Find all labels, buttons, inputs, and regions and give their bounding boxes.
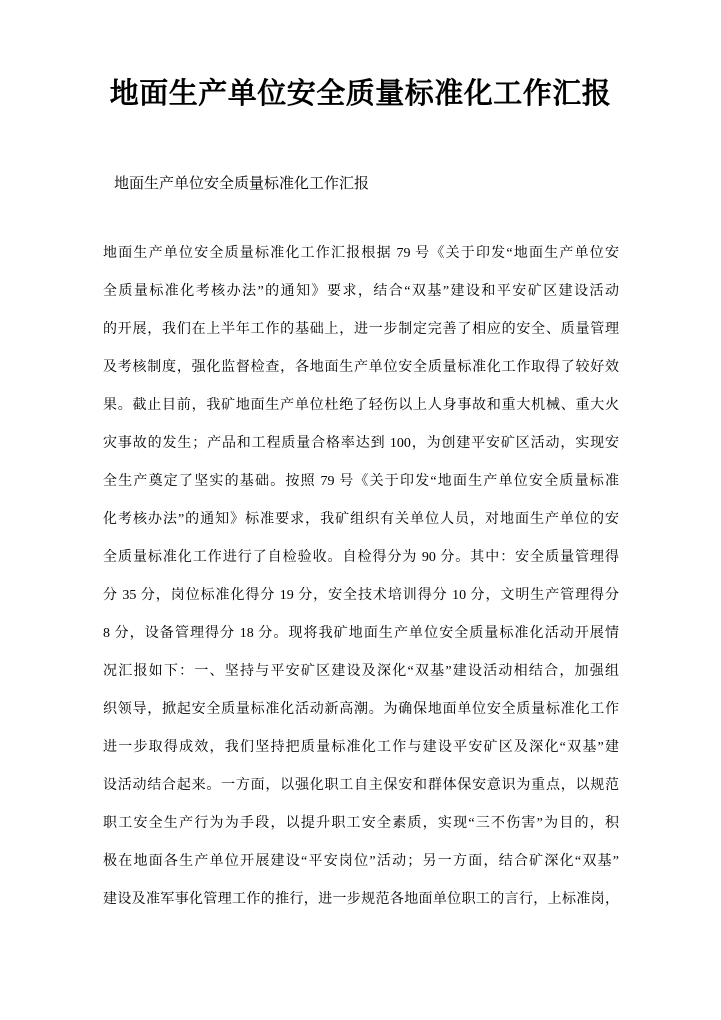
body-line: 地面生产单位安全质量标准化工作汇报根据 79 号《关于印发“地面生产单位安 <box>103 246 619 261</box>
body-line: 织领导，掀起安全质量标准化活动新高潮。为确保地面单位安全质量标准化工作 <box>103 702 619 717</box>
body-line: 的开展，我们在上半年工作的基础上，进一步制定完善了相应的安全、质量管理 <box>103 322 619 337</box>
body-line: 化考核办法”的通知》标准要求，我矿组织有关单位人员，对地面生产单位的安 <box>103 512 619 527</box>
body-line: 职工安全生产行为为手段，以提升职工安全素质，实现“三不伤害”为目的，积 <box>103 816 619 831</box>
body-line: 分 35 分，岗位标准化得分 19 分，安全技术培训得分 10 分，文明生产管理得分 <box>103 588 619 603</box>
body-line: 8 分，设备管理得分 18 分。现将我矿地面生产单位安全质量标准化活动开展情 <box>103 626 619 641</box>
body-line: 果。截止目前，我矿地面生产单位杜绝了轻伤以上人身事故和重大机械、重大火 <box>103 398 619 413</box>
document-body <box>103 235 619 919</box>
body-line: 设活动结合起来。一方面，以强化职工自主保安和群体保安意识为重点，以规范 <box>103 778 619 793</box>
body-line: 及考核制度，强化监督检查，各地面生产单位安全质量标准化工作取得了较好效 <box>103 360 619 375</box>
body-line: 极在地面各生产单位开展建设“平安岗位”活动；另一方面，结合矿深化“双基” <box>103 854 619 869</box>
body-line: 进一步取得成效，我们坚持把质量标准化工作与建设平安矿区及深化“双基”建 <box>103 740 619 755</box>
body-line: 全质量标准化考核办法”的通知》要求，结合“双基”建设和平安矿区建设活动 <box>103 284 619 299</box>
body-line: 灾事故的发生；产品和工程质量合格率达到 100，为创建平安矿区活动，实现安 <box>103 436 619 451</box>
body-line: 全质量标准化工作进行了自检验收。自检得分为 90 分。其中：安全质量管理得 <box>103 550 619 565</box>
body-line: 况汇报如下：一、坚持与平安矿区建设及深化“双基”建设活动相结合，加强组 <box>103 664 619 679</box>
document-title: 地面生产单位安全质量标准化工作汇报 <box>109 78 612 110</box>
document-subtitle: 地面生产单位安全质量标准化工作汇报 <box>114 176 370 192</box>
body-line: 建设及准军事化管理工作的推行，进一步规范各地面单位职工的言行，上标准岗， <box>103 892 619 907</box>
body-line: 全生产奠定了坚实的基础。按照 79 号《关于印发“地面生产单位安全质量标准 <box>103 474 619 489</box>
